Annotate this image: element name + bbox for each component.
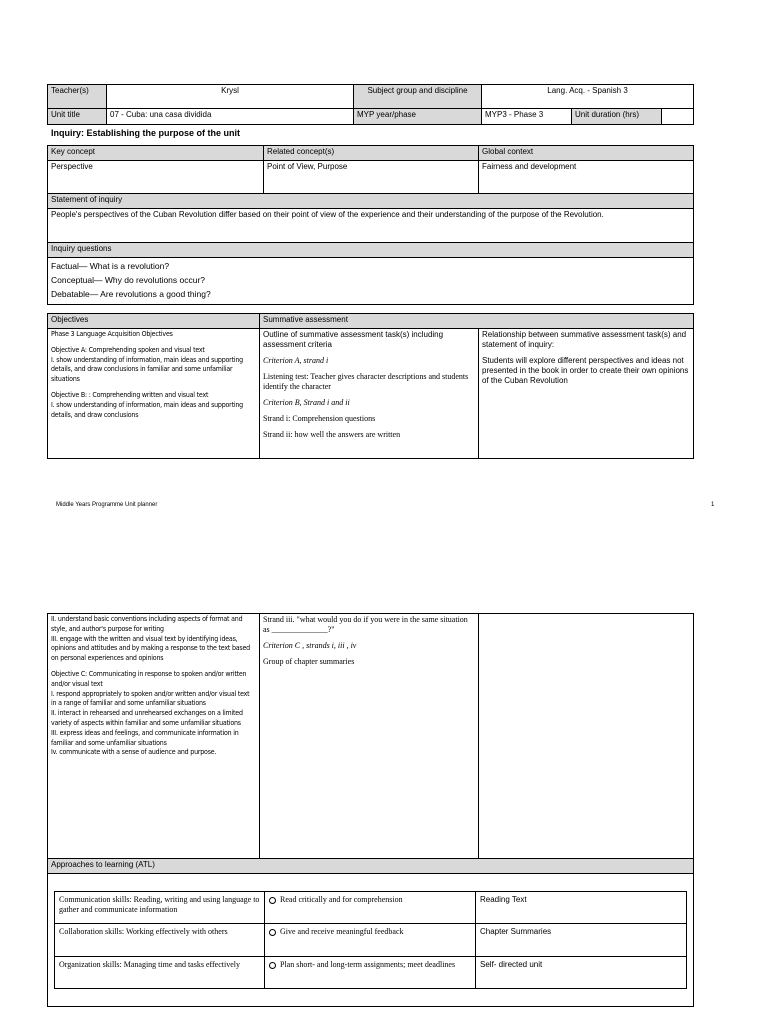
objective-b-i: I. show understanding of information, main ideas and supporting details, and draw conclusions — [51, 400, 243, 419]
factual-question: Factual— What is a revolution? — [51, 261, 170, 271]
inquiry-heading: Inquiry: Establishing the purpose of the unit — [51, 128, 240, 138]
duration-label: Unit duration (hrs) — [572, 109, 662, 125]
atl-strategy-communication — [265, 892, 476, 924]
duration-value — [662, 109, 694, 125]
myp-value: MYP3 - Phase 3 — [482, 109, 572, 125]
inquiry-table — [47, 145, 694, 305]
chapter-summaries: Group of chapter summaries — [263, 657, 355, 666]
atl-strategy-collaboration — [265, 924, 476, 957]
relationship-cell — [479, 329, 694, 459]
strand-i: Strand i: Comprehension questions — [263, 414, 376, 423]
criterion-a: Criterion A, strand i — [263, 356, 329, 365]
objective-c-i: I. respond appropriately to spoken and/or written and/or visual text in a range of familiar and some unfamiliar situations — [51, 689, 250, 708]
objective-c-iv: Iv. communicate with a sense of audience and purpose. — [51, 748, 217, 757]
atl-skill-organization: Organization skills: Managing time and tasks effectively — [55, 957, 265, 989]
objective-b-title: Objective B: : Comprehending written and visual text — [51, 390, 209, 399]
strand-ii: Strand ii: how well the answers are written — [263, 430, 401, 439]
relationship-continued-cell — [479, 614, 694, 859]
myp-label: MYP year/phase — [354, 109, 482, 125]
teacher-label: Teacher(s) — [48, 85, 107, 109]
atl-evidence-communication: Reading Text — [476, 892, 687, 924]
debatable-question: Debatable— Are revolutions a good thing? — [51, 289, 211, 299]
atl-strategy-text: Plan short- and long-term assignments; meet deadlines — [280, 960, 456, 969]
listening-test: Listening test: Teacher gives character descriptions and students identify the character — [263, 372, 469, 391]
inquiry-questions — [48, 258, 694, 305]
objectives-cell — [48, 329, 260, 459]
atl-skill-collaboration: Collaboration skills: Working effectively with others — [55, 924, 265, 957]
global-context-label: Global context — [479, 146, 694, 161]
atl-evidence-organization: Self- directed unit — [476, 957, 687, 989]
objective-a-title: Objective A: Comprehending spoken and visual text — [51, 345, 205, 354]
objective-b-iii: III. engage with the written and visual text by identifying ideas, opinions and attitudes and by making a response to the text based on personal experiences and opinions — [51, 634, 250, 663]
header-table — [47, 84, 694, 125]
statement-label: Statement of inquiry — [48, 194, 694, 209]
related-concept-label: Related concept(s) — [264, 146, 479, 161]
key-concept-label: Key concept — [48, 146, 264, 161]
circle-bullet-icon — [269, 897, 276, 904]
global-context-value: Fairness and development — [479, 161, 694, 194]
strand-iii: Strand iii. "what would you do if you were in the same situation as ______________?" — [263, 615, 468, 634]
objective-c-iii: III. express ideas and feelings, and communicate information in familiar and some unfamiliar situations — [51, 728, 239, 747]
objective-b-ii: II. understand basic conventions including aspects of format and style, and author's purpose for writing — [51, 615, 243, 633]
atl-strategy-organization — [265, 957, 476, 989]
atl-label: Approaches to learning (ATL) — [48, 859, 694, 874]
subject-label: Subject group and discipline — [354, 85, 482, 109]
objective-c-ii: II. interact in rehearsed and unrehearsed exchanges on a limited variety of aspects within familiar and some unfamiliar situations — [51, 709, 243, 727]
atl-table — [54, 891, 687, 989]
objectives-title: Phase 3 Language Acquisition Objectives — [51, 330, 173, 338]
footer-label: Middle Years Programme Unit planner — [56, 502, 158, 508]
objective-a-i: I. show understanding of information, main ideas and supporting details, and draw conclusions in familiar and some unfamiliar situations — [51, 355, 243, 384]
page-number: 1 — [711, 502, 715, 508]
conceptual-question: Conceptual— Why do revolutions occur? — [51, 275, 206, 285]
objectives-label: Objectives — [48, 314, 260, 329]
atl-evidence-collaboration: Chapter Summaries — [476, 924, 687, 957]
subject-value: Lang. Acq. - Spanish 3 — [482, 85, 694, 109]
objectives-continued-cell — [48, 614, 260, 859]
atl-strategy-text: Read critically and for comprehension — [280, 895, 403, 904]
criterion-b: Criterion B, Strand i and ii — [263, 398, 350, 407]
objectives-table — [47, 313, 694, 459]
objective-c-title: Objective C: Communicating in response to spoken and/or written and/or visual text — [51, 669, 247, 688]
circle-bullet-icon — [269, 929, 276, 936]
related-concept-value: Point of View, Purpose — [264, 161, 479, 194]
summative-label: Summative assessment — [260, 314, 694, 329]
criterion-c: Criterion C , strands i, iii , iv — [263, 641, 357, 650]
atl-strategy-text: Give and receive meaningful feedback — [280, 927, 404, 936]
questions-label: Inquiry questions — [48, 243, 694, 258]
unit-title-value: 07 - Cuba: una casa dividida — [107, 109, 354, 125]
teacher-value: Krysl — [107, 85, 354, 109]
circle-bullet-icon — [269, 962, 276, 969]
summative-cell — [260, 329, 479, 459]
relationship-header: Relationship between summative assessment task(s) and statement of inquiry: — [482, 330, 687, 349]
relationship-text: Students will explore different perspectives and ideas not presented in the book in order to create their own opinions of the Cuban Revolution — [482, 356, 689, 385]
key-concept-value: Perspective — [48, 161, 264, 194]
statement-value: People's perspectives of the Cuban Revolution differ based on their point of view of the experience and their understanding of the purpose of the Revolution. — [48, 209, 694, 243]
unit-title-label: Unit title — [48, 109, 107, 125]
atl-skill-communication: Communication skills: Reading, writing and using language to gather and communicate information — [55, 892, 265, 924]
summative-continued-cell — [260, 614, 479, 859]
outline-header: Outline of summative assessment task(s) including assessment criteria — [263, 330, 444, 349]
